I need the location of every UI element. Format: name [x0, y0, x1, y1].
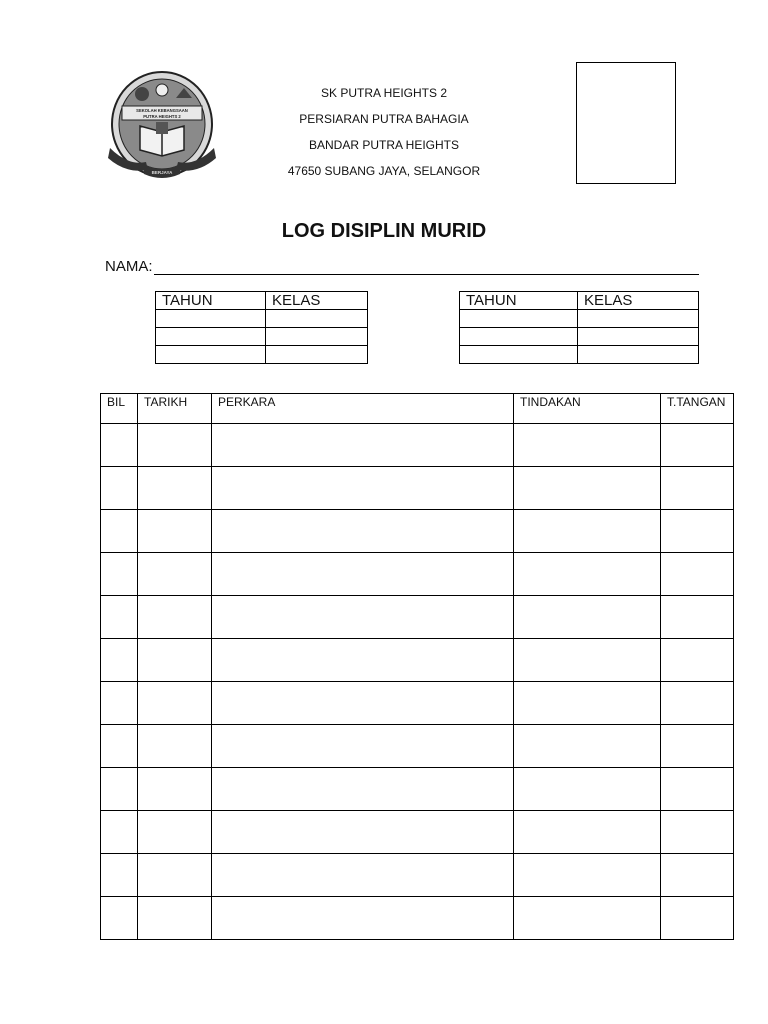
school-crest-logo: [108, 70, 216, 182]
school-name: SK PUTRA HEIGHTS 2: [320, 86, 448, 100]
log-row: [101, 811, 734, 854]
tahun-kelas-table-right: [459, 291, 699, 364]
tarikh-cell[interactable]: [138, 897, 212, 940]
bil-cell[interactable]: [101, 639, 138, 682]
perkara-cell[interactable]: [212, 639, 514, 682]
tindakan-cell[interactable]: [514, 510, 661, 553]
tindakan-cell[interactable]: [514, 854, 661, 897]
perkara-cell[interactable]: [212, 768, 514, 811]
bil-cell[interactable]: [101, 510, 138, 553]
tarikh-cell[interactable]: [138, 725, 212, 768]
tahun-header: TAHUN: [460, 292, 578, 310]
tindakan-cell[interactable]: [514, 467, 661, 510]
kelas-cell[interactable]: [578, 346, 699, 364]
tarikh-cell[interactable]: [138, 682, 212, 725]
tarikh-cell[interactable]: [138, 596, 212, 639]
tarikh-cell[interactable]: [138, 768, 212, 811]
tarikh-cell[interactable]: [138, 811, 212, 854]
bil-cell[interactable]: [101, 553, 138, 596]
tahun-header: TAHUN: [156, 292, 266, 310]
perkara-cell[interactable]: [212, 682, 514, 725]
crest-scroll-text: BERJAYA: [151, 170, 173, 175]
perkara-cell[interactable]: [212, 424, 514, 467]
kelas-cell[interactable]: [266, 310, 368, 328]
log-row: [101, 725, 734, 768]
bil-cell[interactable]: [101, 682, 138, 725]
log-row: [101, 510, 734, 553]
address-street: PERSIARAN PUTRA BAHAGIA: [299, 112, 469, 126]
address-area: BANDAR PUTRA HEIGHTS: [308, 138, 460, 152]
log-row: [101, 553, 734, 596]
tahun-cell[interactable]: [156, 310, 266, 328]
log-row: [101, 467, 734, 510]
tindakan-cell[interactable]: [514, 553, 661, 596]
crest-figure-icon: [135, 87, 149, 101]
perkara-cell[interactable]: [212, 596, 514, 639]
t-tangan-cell[interactable]: [661, 897, 734, 940]
kelas-cell[interactable]: [578, 310, 699, 328]
tarikh-cell[interactable]: [138, 424, 212, 467]
perkara-header: PERKARA: [212, 394, 514, 424]
perkara-cell[interactable]: [212, 510, 514, 553]
kelas-cell[interactable]: [266, 328, 368, 346]
t-tangan-cell[interactable]: [661, 768, 734, 811]
log-row: [101, 854, 734, 897]
nama-field-line[interactable]: [154, 274, 699, 275]
nama-label: NAMA:: [105, 258, 153, 275]
bil-cell[interactable]: [101, 467, 138, 510]
tahun-cell[interactable]: [460, 346, 578, 364]
tahun-kelas-table-left: [155, 291, 368, 364]
perkara-cell[interactable]: [212, 467, 514, 510]
tarikh-cell[interactable]: [138, 553, 212, 596]
log-row: [101, 596, 734, 639]
crest-banner-text: SEKOLAH KEBANGSAAN: [136, 108, 188, 113]
tahun-cell[interactable]: [156, 328, 266, 346]
bil-cell[interactable]: [101, 854, 138, 897]
perkara-cell[interactable]: [212, 854, 514, 897]
tindakan-cell[interactable]: [514, 725, 661, 768]
t-tangan-cell[interactable]: [661, 811, 734, 854]
tarikh-cell[interactable]: [138, 467, 212, 510]
svg-text:PUTRA HEIGHTS 2: PUTRA HEIGHTS 2: [143, 114, 181, 119]
perkara-cell[interactable]: [212, 725, 514, 768]
bil-cell[interactable]: [101, 811, 138, 854]
kelas-header: KELAS: [578, 292, 699, 310]
tindakan-cell[interactable]: [514, 639, 661, 682]
tarikh-header: TARIKH: [138, 394, 212, 424]
perkara-cell[interactable]: [212, 553, 514, 596]
tindakan-cell[interactable]: [514, 424, 661, 467]
tarikh-cell[interactable]: [138, 854, 212, 897]
school-address: [240, 80, 528, 184]
address-postcode-city: 47650 SUBANG JAYA, SELANGOR: [287, 164, 481, 178]
crest-lamp-icon: [156, 122, 168, 134]
page-title: LOG DISIPLIN MURID: [281, 220, 487, 242]
t-tangan-cell[interactable]: [661, 854, 734, 897]
tindakan-cell[interactable]: [514, 596, 661, 639]
log-header-row: [101, 394, 734, 424]
t-tangan-cell[interactable]: [661, 682, 734, 725]
t-tangan-cell[interactable]: [661, 553, 734, 596]
log-row: [101, 639, 734, 682]
kelas-cell[interactable]: [266, 346, 368, 364]
crest-atom-icon: [156, 84, 168, 96]
tindakan-cell[interactable]: [514, 897, 661, 940]
log-row: [101, 897, 734, 940]
tindakan-cell[interactable]: [514, 768, 661, 811]
bil-cell[interactable]: [101, 596, 138, 639]
t-tangan-cell[interactable]: [661, 510, 734, 553]
perkara-cell[interactable]: [212, 811, 514, 854]
log-row: [101, 424, 734, 467]
bil-cell[interactable]: [101, 424, 138, 467]
t-tangan-cell[interactable]: [661, 639, 734, 682]
tarikh-cell[interactable]: [138, 639, 212, 682]
discipline-log-table: [100, 393, 734, 940]
tarikh-cell[interactable]: [138, 510, 212, 553]
t-tangan-cell[interactable]: [661, 596, 734, 639]
tindakan-cell[interactable]: [514, 811, 661, 854]
tindakan-header: TINDAKAN: [514, 394, 661, 424]
bil-cell[interactable]: [101, 768, 138, 811]
bil-cell[interactable]: [101, 897, 138, 940]
kelas-cell[interactable]: [578, 328, 699, 346]
t-tangan-cell[interactable]: [661, 424, 734, 467]
tahun-cell[interactable]: [460, 310, 578, 328]
bil-cell[interactable]: [101, 725, 138, 768]
log-row: [101, 682, 734, 725]
tindakan-cell[interactable]: [514, 682, 661, 725]
tahun-cell[interactable]: [156, 346, 266, 364]
perkara-cell[interactable]: [212, 897, 514, 940]
bil-header: BIL: [101, 394, 138, 424]
photo-box: [576, 62, 676, 184]
tahun-cell[interactable]: [460, 328, 578, 346]
kelas-header: KELAS: [266, 292, 368, 310]
t-tangan-cell[interactable]: [661, 725, 734, 768]
log-row: [101, 768, 734, 811]
t-tangan-cell[interactable]: [661, 467, 734, 510]
t-tangan-header: T.TANGAN: [661, 394, 734, 424]
